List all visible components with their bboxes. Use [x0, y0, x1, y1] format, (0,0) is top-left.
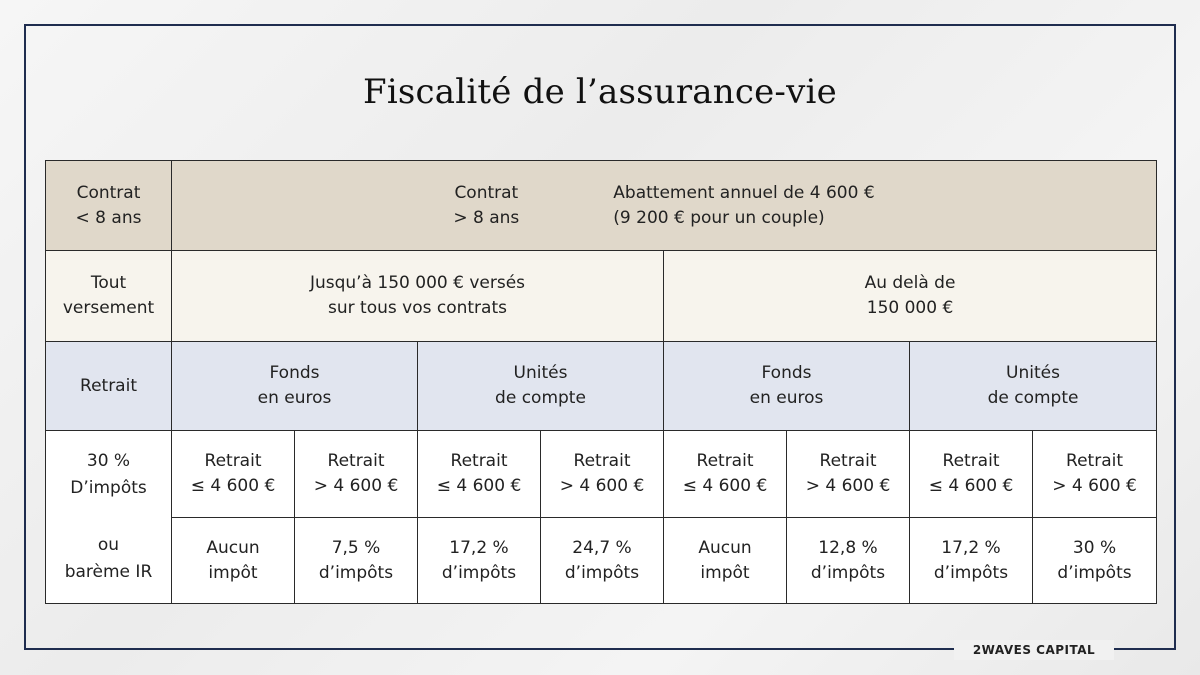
cell-beyond-150k [664, 251, 1157, 342]
withdrawal-label: Retrait [1066, 451, 1123, 472]
funds-line1: Fonds [269, 363, 320, 384]
tax-rate-value: 17,2 % [449, 537, 509, 558]
cell-withdrawal-le-4 [910, 431, 1033, 518]
ir-scale-line: barème IR [64, 562, 153, 583]
cell-tax-rate-6 [787, 518, 910, 604]
contract-lt8-line2: < 8 ans [75, 207, 142, 228]
all-deposits-line2: versement [62, 298, 155, 318]
cell-tax-rate-3 [418, 518, 541, 604]
tax-30-line1: 30 % [86, 450, 131, 471]
withdrawal-gt-amount: > 4 600 € [559, 476, 645, 496]
row-withdrawal-type [46, 342, 1157, 431]
tax-rate-label: impôt [700, 562, 750, 583]
cell-tax-rate-8 [1033, 518, 1157, 604]
cell-tax-rate-5 [664, 518, 787, 604]
row-tax-rates [46, 518, 1157, 604]
withdrawal-le-amount: ≤ 4 600 € [190, 476, 276, 496]
cell-units-account-1 [418, 342, 664, 431]
cell-withdrawal-gt-3 [787, 431, 910, 518]
funds-line2: en euros [257, 388, 332, 408]
withdrawal-label: Retrait [573, 451, 631, 472]
tax-rate-value: 24,7 % [572, 537, 632, 558]
units-line2: de compte [987, 388, 1079, 408]
withdrawal-le-amount: ≤ 4 600 € [436, 476, 522, 496]
cell-units-account-2 [910, 342, 1157, 431]
cell-tax-rate-7 [910, 518, 1033, 604]
cell-withdrawal-gt-2 [541, 431, 664, 518]
cell-tax-rate-2 [295, 518, 418, 604]
up-to-line2: sur tous vos contrats [328, 298, 507, 318]
withdrawal-label: Retrait [819, 451, 877, 472]
tax-table [45, 160, 1157, 604]
cell-all-deposits [46, 251, 172, 342]
withdrawal-label: Retrait [204, 451, 262, 472]
cell-withdrawal-gt-4 [1033, 431, 1157, 518]
tax-rate-value: 30 % [1072, 537, 1117, 558]
cell-funds-euros-2 [664, 342, 910, 431]
cell-funds-euros-1 [172, 342, 418, 431]
units-line1: Unités [513, 363, 568, 384]
tax-rate-label: impôt [208, 562, 258, 583]
cell-contract-lt8 [46, 161, 172, 251]
cell-withdrawal-le-1 [172, 431, 295, 518]
tax-rate-label: d’impôts [318, 562, 394, 583]
tax-rate-value: Aucun [698, 537, 752, 558]
row-deposits [46, 251, 1157, 342]
or-line: ou [97, 535, 120, 555]
all-deposits-line1: Tout [90, 273, 127, 294]
funds-line1: Fonds [761, 363, 812, 384]
cell-withdrawal-le-3 [664, 431, 787, 518]
withdrawal-gt-amount: > 4 600 € [1052, 476, 1137, 496]
contract-lt8-line1: Contrat [76, 182, 141, 203]
up-to-line1: Jusqu’à 150 000 € versés [309, 273, 526, 294]
page-title: Fiscalité de l’assurance-vie [363, 72, 837, 112]
tax-rate-label: d’impôts [1057, 562, 1132, 583]
tax-rate-label: d’impôts [564, 562, 640, 583]
withdrawal-le-amount: ≤ 4 600 € [682, 476, 768, 496]
tax-rate-value: 7,5 % [331, 537, 381, 558]
withdrawal-label: Retrait [327, 451, 385, 472]
cell-tax-rate-4 [541, 518, 664, 604]
tax-30-line2: D’impôts [70, 477, 147, 498]
contract-gt8-line1: Contrat [454, 182, 519, 203]
beyond-line2: 150 000 € [866, 298, 954, 318]
brand-logo-text: 2WAVES CAPITAL [954, 640, 1114, 660]
row-contract-duration [46, 161, 1157, 251]
cell-tax-30-or-scale [46, 431, 172, 604]
cell-tax-rate-1 [172, 518, 295, 604]
allowance-line2: (9 200 € pour un couple) [613, 207, 825, 228]
tax-rate-value: 17,2 % [941, 537, 1001, 558]
tax-rate-value: Aucun [206, 537, 260, 558]
funds-line2: en euros [749, 388, 824, 408]
tax-rate-value: 12,8 % [818, 537, 878, 558]
withdrawal-label: Retrait [696, 451, 754, 472]
allowance-line1: Abattement annuel de 4 600 € [613, 182, 875, 203]
withdrawal-label: Retrait [942, 451, 1000, 472]
units-line2: de compte [495, 388, 586, 408]
units-line1: Unités [1006, 363, 1060, 384]
beyond-line1: Au delà de [864, 273, 956, 294]
withdrawal-le-amount: ≤ 4 600 € [928, 476, 1014, 496]
tax-rate-label: d’impôts [933, 562, 1009, 583]
contract-gt8-line2: > 8 ans [453, 207, 520, 228]
withdrawal-gt-amount: > 4 600 € [805, 476, 891, 496]
withdrawal-label: Retrait [450, 451, 508, 472]
tax-rate-label: d’impôts [441, 562, 517, 583]
cell-withdrawal-gt-1 [295, 431, 418, 518]
row-withdrawal-threshold [46, 431, 1157, 518]
tax-rate-label: d’impôts [810, 562, 886, 583]
cell-up-to-150k [172, 251, 664, 342]
cell-withdrawal-le-2 [418, 431, 541, 518]
cell-withdrawal: Retrait [46, 342, 172, 431]
withdrawal-gt-amount: > 4 600 € [313, 476, 399, 496]
cell-contract-gt8 [172, 161, 1157, 251]
